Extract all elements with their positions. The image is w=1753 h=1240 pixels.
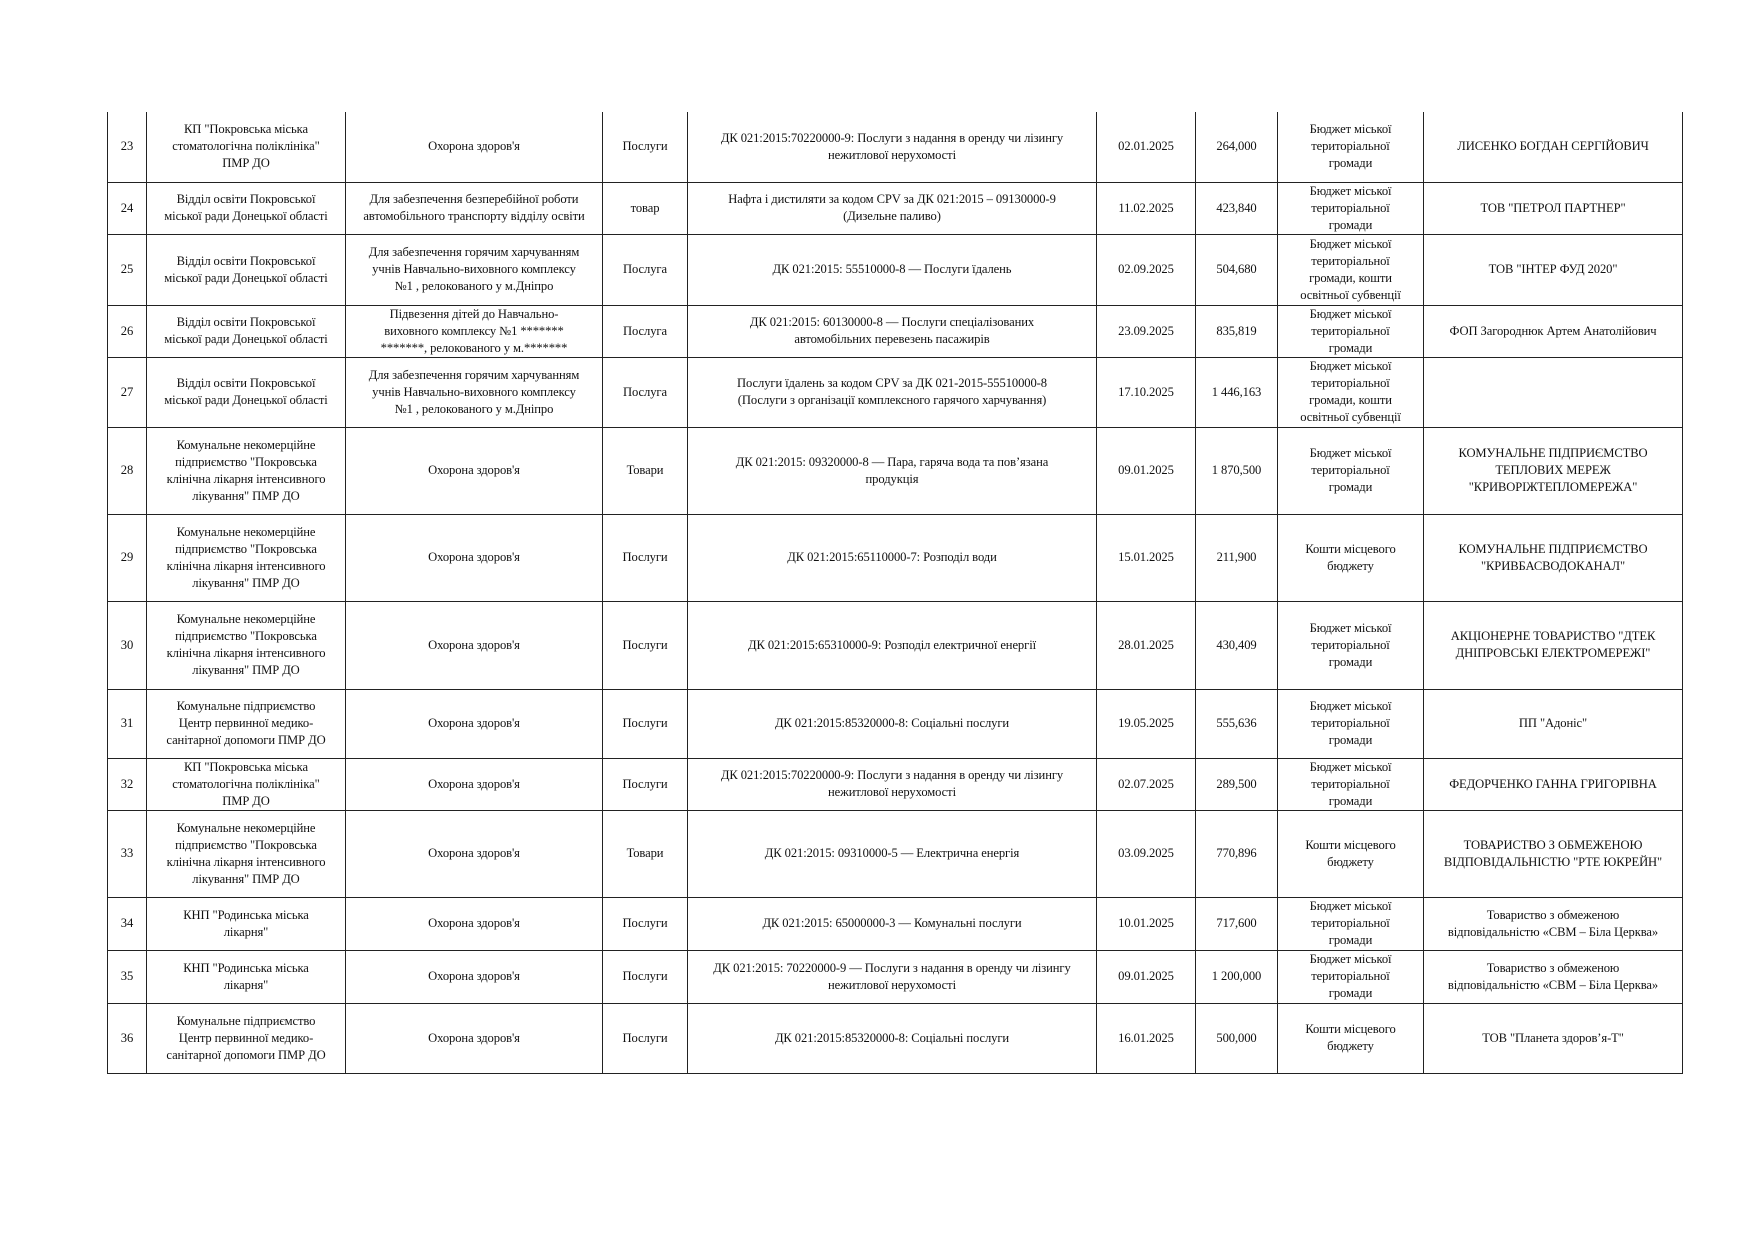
table-row bbox=[108, 305, 1683, 357]
cell-text-amount: 264,000 bbox=[1216, 139, 1257, 154]
cell-text-customer: Комунальне підприємство Центр первинної медико- санітарної допомоги ПМР ДО bbox=[166, 1013, 326, 1062]
cell-subject bbox=[688, 897, 1097, 950]
cell-supplier bbox=[1424, 427, 1683, 514]
cell-supplier bbox=[1424, 601, 1683, 689]
cell-text-subject: ДК 021:2015: 60130000-8 — Послуги спеціалізованих автомобільних перевезень пасажирів bbox=[749, 315, 1035, 346]
table-row bbox=[108, 427, 1683, 514]
cell-subject bbox=[688, 182, 1097, 234]
cell-text-supplier: Товариство з обмеженою відповідальністю «СВМ – Біла Церква» bbox=[1447, 960, 1659, 992]
cell-text-subject: ДК 021:2015:70220000-9: Послуги з надання в оренду чи лізингу нежитлової нерухомості bbox=[720, 130, 1064, 162]
cell-text-source: Бюджет міської територіальної громади bbox=[1309, 699, 1392, 747]
cell-procurement-type bbox=[603, 897, 688, 950]
cell-purpose bbox=[346, 1003, 603, 1073]
cell-number bbox=[108, 357, 147, 427]
cell-text-source: Бюджет міської територіальної громади bbox=[1309, 183, 1392, 232]
cell-date bbox=[1097, 810, 1196, 897]
cell-number bbox=[108, 234, 147, 305]
cell-text-type: товар bbox=[630, 200, 660, 215]
cell-text-subject: Послуги їдалень за кодом CPV за ДК 021-2015-55510000-8 (Послуги з організації комплексного гарячого харчування) bbox=[737, 376, 1047, 407]
cell-text-num: 23 bbox=[120, 139, 134, 154]
cell-supplier bbox=[1424, 112, 1683, 182]
cell-text-amount: 835,819 bbox=[1216, 323, 1257, 338]
cell-text-supplier: ТОВ "ПЕТРОЛ ПАРТНЕР" bbox=[1480, 200, 1626, 215]
table-row bbox=[108, 514, 1683, 601]
cell-funding-source bbox=[1278, 234, 1424, 305]
cell-text-type: Послуги bbox=[622, 550, 668, 564]
cell-text-source: Бюджет міської територіальної громади, кошти освітньої субвенції bbox=[1300, 359, 1401, 424]
table-row bbox=[108, 689, 1683, 758]
cell-text-purpose: Охорона здоров'я bbox=[428, 1030, 520, 1045]
cell-text-type: Послуги bbox=[622, 969, 668, 983]
cell-text-amount: 1 200,000 bbox=[1211, 969, 1262, 983]
cell-text-type: Послуги bbox=[622, 716, 668, 730]
cell-purpose bbox=[346, 810, 603, 897]
cell-subject bbox=[688, 357, 1097, 427]
cell-date bbox=[1097, 758, 1196, 810]
cell-amount bbox=[1196, 601, 1278, 689]
cell-text-customer: Відділ освіти Покровської міської ради Донецької області bbox=[164, 192, 328, 223]
cell-text-num: 34 bbox=[120, 916, 134, 930]
cell-customer bbox=[147, 950, 346, 1003]
cell-text-supplier: Товариство з обмеженою відповідальністю «СВМ – Біла Церква» bbox=[1447, 907, 1659, 939]
cell-number bbox=[108, 1003, 147, 1073]
cell-text-customer: Комунальне некомерційне підприємство "Покровська клінічна лікарня інтенсивного лікування" ПМР ДО bbox=[166, 524, 326, 590]
table-row bbox=[108, 758, 1683, 810]
cell-procurement-type bbox=[603, 357, 688, 427]
cell-text-customer: КНП "Родинська міська лікарня" bbox=[183, 960, 309, 992]
cell-customer bbox=[147, 182, 346, 234]
cell-amount bbox=[1196, 758, 1278, 810]
cell-purpose bbox=[346, 601, 603, 689]
cell-text-subject: ДК 021:2015: 55510000-8 — Послуги їдалень bbox=[772, 262, 1012, 276]
cell-subject bbox=[688, 601, 1097, 689]
cell-text-subject: ДК 021:2015: 70220000-9 — Послуги з надання в оренду чи лізингу нежитлової нерухомості bbox=[713, 960, 1071, 992]
cell-text-customer: Комунальне некомерційне підприємство "Покровська клінічна лікарня інтенсивного лікування" ПМР ДО bbox=[166, 820, 326, 886]
cell-text-date: 28.01.2025 bbox=[1118, 637, 1174, 652]
cell-text-source: Бюджет міської територіальної громади bbox=[1309, 899, 1392, 947]
cell-text-purpose: Охорона здоров'я bbox=[428, 969, 520, 983]
cell-purpose bbox=[346, 305, 603, 357]
cell-date bbox=[1097, 112, 1196, 182]
cell-text-subject: ДК 021:2015:85320000-8: Соціальні послуги bbox=[774, 716, 1010, 730]
cell-text-purpose: Охорона здоров'я bbox=[428, 637, 520, 652]
cell-text-source: Бюджет міської територіальної громади bbox=[1309, 306, 1392, 355]
cell-procurement-type bbox=[603, 182, 688, 234]
cell-text-source: Кошти місцевого бюджету bbox=[1305, 837, 1396, 869]
cell-funding-source bbox=[1278, 601, 1424, 689]
cell-text-num: 32 bbox=[120, 776, 134, 791]
cell-procurement-type bbox=[603, 689, 688, 758]
cell-customer bbox=[147, 689, 346, 758]
cell-text-date: 02.09.2025 bbox=[1118, 262, 1174, 276]
cell-customer bbox=[147, 1003, 346, 1073]
cell-procurement-type bbox=[603, 305, 688, 357]
cell-customer bbox=[147, 427, 346, 514]
cell-text-type: Послуги bbox=[622, 916, 668, 930]
cell-purpose bbox=[346, 427, 603, 514]
cell-amount bbox=[1196, 427, 1278, 514]
cell-date bbox=[1097, 1003, 1196, 1073]
cell-amount bbox=[1196, 950, 1278, 1003]
cell-text-customer: КП "Покровська міська стоматологічна поліклініка" ПМР ДО bbox=[172, 122, 320, 171]
cell-text-purpose: Охорона здоров'я bbox=[428, 139, 520, 154]
cell-number bbox=[108, 689, 147, 758]
cell-text-amount: 289,500 bbox=[1216, 776, 1257, 791]
cell-procurement-type bbox=[603, 427, 688, 514]
cell-funding-source bbox=[1278, 810, 1424, 897]
cell-number bbox=[108, 897, 147, 950]
cell-text-supplier: ЛИСЕНКО БОГДАН СЕРГІЙОВИЧ bbox=[1457, 139, 1649, 154]
cell-funding-source bbox=[1278, 758, 1424, 810]
cell-procurement-type bbox=[603, 810, 688, 897]
cell-text-subject: ДК 021:2015:85320000-8: Соціальні послуги bbox=[774, 1030, 1010, 1045]
cell-amount bbox=[1196, 897, 1278, 950]
cell-supplier bbox=[1424, 810, 1683, 897]
cell-text-amount: 504,680 bbox=[1216, 262, 1257, 276]
cell-funding-source bbox=[1278, 427, 1424, 514]
cell-text-date: 09.01.2025 bbox=[1118, 969, 1174, 983]
cell-text-subject: ДК 021:2015: 65000000-3 — Комунальні послуги bbox=[762, 916, 1022, 930]
cell-text-purpose: Охорона здоров'я bbox=[428, 846, 520, 860]
cell-text-num: 33 bbox=[120, 846, 134, 860]
cell-customer bbox=[147, 514, 346, 601]
cell-text-type: Товари bbox=[626, 846, 664, 860]
cell-subject bbox=[688, 305, 1097, 357]
cell-text-date: 02.07.2025 bbox=[1118, 776, 1174, 791]
cell-text-num: 28 bbox=[120, 463, 134, 477]
cell-text-amount: 1 870,500 bbox=[1211, 463, 1262, 477]
cell-text-num: 36 bbox=[120, 1030, 134, 1045]
cell-text-supplier: ФОП Загороднюк Артем Анатолійович bbox=[1449, 323, 1657, 338]
cell-text-date: 23.09.2025 bbox=[1118, 323, 1174, 338]
cell-subject bbox=[688, 950, 1097, 1003]
cell-text-purpose: Охорона здоров'я bbox=[428, 776, 520, 791]
cell-date bbox=[1097, 182, 1196, 234]
cell-text-type: Послуга bbox=[623, 384, 667, 399]
cell-customer bbox=[147, 357, 346, 427]
cell-number bbox=[108, 950, 147, 1003]
cell-text-type: Послуги bbox=[622, 1030, 668, 1045]
cell-subject bbox=[688, 112, 1097, 182]
cell-purpose bbox=[346, 112, 603, 182]
cell-supplier bbox=[1424, 758, 1683, 810]
cell-amount bbox=[1196, 234, 1278, 305]
cell-date bbox=[1097, 950, 1196, 1003]
cell-supplier bbox=[1424, 234, 1683, 305]
table-row bbox=[108, 810, 1683, 897]
cell-customer bbox=[147, 897, 346, 950]
cell-subject bbox=[688, 514, 1097, 601]
procurement-table bbox=[107, 112, 1683, 1074]
cell-number bbox=[108, 758, 147, 810]
cell-amount bbox=[1196, 305, 1278, 357]
cell-customer bbox=[147, 234, 346, 305]
cell-amount bbox=[1196, 357, 1278, 427]
cell-number bbox=[108, 112, 147, 182]
cell-amount bbox=[1196, 1003, 1278, 1073]
cell-text-source: Бюджет міської територіальної громади bbox=[1309, 122, 1392, 171]
table-row bbox=[108, 357, 1683, 427]
cell-text-customer: Комунальне підприємство Центр первинної медико- санітарної допомоги ПМР ДО bbox=[166, 699, 326, 747]
cell-date bbox=[1097, 897, 1196, 950]
cell-text-source: Кошти місцевого бюджету bbox=[1305, 541, 1396, 573]
cell-text-date: 10.01.2025 bbox=[1118, 916, 1174, 930]
cell-purpose bbox=[346, 357, 603, 427]
cell-customer bbox=[147, 758, 346, 810]
cell-purpose bbox=[346, 758, 603, 810]
cell-text-subject: ДК 021:2015: 09320000-8 — Пара, гаряча вода та пов’язана продукція bbox=[735, 454, 1049, 486]
cell-amount bbox=[1196, 112, 1278, 182]
cell-supplier bbox=[1424, 357, 1683, 427]
cell-number bbox=[108, 810, 147, 897]
table-row bbox=[108, 601, 1683, 689]
cell-subject bbox=[688, 758, 1097, 810]
cell-purpose bbox=[346, 514, 603, 601]
cell-text-num: 30 bbox=[120, 637, 134, 652]
cell-number bbox=[108, 601, 147, 689]
cell-text-source: Кошти місцевого бюджету bbox=[1305, 1022, 1396, 1053]
cell-customer bbox=[147, 305, 346, 357]
table-body bbox=[108, 112, 1683, 1073]
cell-text-purpose: Охорона здоров'я bbox=[428, 916, 520, 930]
cell-text-supplier: ФЕДОРЧЕНКО ГАННА ГРИГОРІВНА bbox=[1449, 776, 1657, 791]
cell-text-purpose: Охорона здоров'я bbox=[428, 716, 520, 730]
table-row bbox=[108, 1003, 1683, 1073]
cell-customer bbox=[147, 112, 346, 182]
cell-text-amount: 770,896 bbox=[1216, 846, 1257, 860]
cell-text-customer: Комунальне некомерційне підприємство "Покровська клінічна лікарня інтенсивного лікування" ПМР ДО bbox=[166, 437, 326, 503]
cell-funding-source bbox=[1278, 897, 1424, 950]
cell-text-customer: КНП "Родинська міська лікарня" bbox=[183, 907, 309, 939]
cell-number bbox=[108, 514, 147, 601]
cell-text-type: Послуги bbox=[622, 776, 668, 791]
cell-text-supplier: АКЦІОНЕРНЕ ТОВАРИСТВО "ДТЕК ДНІПРОВСЬКІ ЕЛЕКТРОМЕРЕЖІ" bbox=[1450, 629, 1656, 660]
cell-funding-source bbox=[1278, 305, 1424, 357]
cell-text-date: 09.01.2025 bbox=[1118, 463, 1174, 477]
cell-purpose bbox=[346, 897, 603, 950]
cell-text-supplier: ПП "Адоніс" bbox=[1518, 716, 1588, 730]
cell-supplier bbox=[1424, 182, 1683, 234]
cell-text-date: 17.10.2025 bbox=[1118, 384, 1174, 399]
cell-text-purpose: Підвезення дітей до Навчально- виховного комплексу №1 ******* *******, релокованого у м.******* bbox=[380, 306, 568, 355]
cell-date bbox=[1097, 427, 1196, 514]
cell-text-customer: Комунальне некомерційне підприємство "Покровська клінічна лікарня інтенсивного лікування" ПМР ДО bbox=[166, 612, 326, 677]
cell-supplier bbox=[1424, 514, 1683, 601]
cell-text-amount: 555,636 bbox=[1216, 716, 1257, 730]
cell-text-purpose: Для забезпечення горячим харчуванням учнів Навчально-виховного комплексу №1 , релокованого у м.Дніпро bbox=[368, 245, 580, 293]
cell-supplier bbox=[1424, 305, 1683, 357]
cell-subject bbox=[688, 1003, 1097, 1073]
cell-text-type: Послуги bbox=[622, 637, 668, 652]
cell-text-num: 24 bbox=[120, 200, 134, 215]
cell-number bbox=[108, 305, 147, 357]
cell-text-subject: ДК 021:2015:65310000-9: Розподіл електричної енергії bbox=[747, 637, 1036, 652]
cell-funding-source bbox=[1278, 689, 1424, 758]
cell-text-type: Послуга bbox=[623, 323, 667, 338]
cell-text-subject: ДК 021:2015: 09310000-5 — Електрична енергія bbox=[764, 846, 1020, 860]
cell-date bbox=[1097, 234, 1196, 305]
cell-text-purpose: Для забезпечення горячим харчуванням учнів Навчально-виховного комплексу №1 , релокованого у м.Дніпро bbox=[368, 367, 580, 416]
cell-text-num: 26 bbox=[120, 323, 134, 338]
cell-customer bbox=[147, 601, 346, 689]
cell-date bbox=[1097, 305, 1196, 357]
cell-funding-source bbox=[1278, 357, 1424, 427]
cell-purpose bbox=[346, 234, 603, 305]
cell-text-num: 27 bbox=[120, 384, 134, 399]
cell-text-customer: Відділ освіти Покровської міської ради Донецької області bbox=[164, 315, 328, 346]
cell-funding-source bbox=[1278, 112, 1424, 182]
cell-procurement-type bbox=[603, 514, 688, 601]
cell-text-date: 02.01.2025 bbox=[1118, 139, 1174, 154]
cell-text-num: 31 bbox=[120, 716, 134, 730]
cell-procurement-type bbox=[603, 234, 688, 305]
cell-date bbox=[1097, 357, 1196, 427]
cell-text-subject: ДК 021:2015:65110000-7: Розподіл води bbox=[787, 550, 997, 564]
cell-text-type: Товари bbox=[626, 463, 664, 477]
cell-funding-source bbox=[1278, 950, 1424, 1003]
cell-customer bbox=[147, 810, 346, 897]
cell-text-date: 03.09.2025 bbox=[1118, 846, 1174, 860]
cell-purpose bbox=[346, 182, 603, 234]
cell-purpose bbox=[346, 689, 603, 758]
cell-text-source: Бюджет міської територіальної громади bbox=[1309, 620, 1392, 669]
cell-text-supplier: ТОВ "Планета здоров’я-Т" bbox=[1482, 1030, 1624, 1045]
cell-text-supplier: КОМУНАЛЬНЕ ПІДПРИЄМСТВО ТЕПЛОВИХ МЕРЕЖ "КРИВОРІЖТЕПЛОМЕРЕЖА" bbox=[1458, 446, 1648, 494]
cell-procurement-type bbox=[603, 950, 688, 1003]
cell-text-amount: 211,900 bbox=[1216, 550, 1257, 564]
cell-supplier bbox=[1424, 1003, 1683, 1073]
cell-text-amount: 423,840 bbox=[1216, 200, 1257, 215]
cell-supplier bbox=[1424, 950, 1683, 1003]
cell-procurement-type bbox=[603, 1003, 688, 1073]
cell-date bbox=[1097, 601, 1196, 689]
cell-subject bbox=[688, 689, 1097, 758]
cell-funding-source bbox=[1278, 1003, 1424, 1073]
cell-text-num: 29 bbox=[120, 550, 134, 564]
cell-procurement-type bbox=[603, 112, 688, 182]
table-row bbox=[108, 112, 1683, 182]
cell-amount bbox=[1196, 182, 1278, 234]
table-row bbox=[108, 182, 1683, 234]
cell-text-date: 19.05.2025 bbox=[1118, 716, 1174, 730]
cell-text-source: Бюджет міської територіальної громади, кошти освітньої субвенції bbox=[1300, 236, 1401, 302]
cell-date bbox=[1097, 514, 1196, 601]
cell-text-purpose: Охорона здоров'я bbox=[428, 550, 520, 564]
cell-text-date: 11.02.2025 bbox=[1118, 200, 1174, 215]
cell-text-source: Бюджет міської територіальної громади bbox=[1309, 446, 1392, 494]
cell-text-date: 16.01.2025 bbox=[1118, 1030, 1174, 1045]
cell-amount bbox=[1196, 689, 1278, 758]
cell-text-num: 25 bbox=[120, 262, 134, 276]
cell-text-num: 35 bbox=[120, 969, 134, 983]
cell-text-amount: 717,600 bbox=[1216, 916, 1257, 930]
cell-funding-source bbox=[1278, 514, 1424, 601]
cell-number bbox=[108, 427, 147, 514]
cell-text-type: Послуга bbox=[623, 262, 667, 276]
cell-text-supplier: КОМУНАЛЬНЕ ПІДПРИЄМСТВО "КРИВБАСВОДОКАНАЛ" bbox=[1458, 541, 1648, 573]
table-row bbox=[108, 234, 1683, 305]
cell-text-amount: 1 446,163 bbox=[1211, 384, 1262, 399]
cell-text-date: 15.01.2025 bbox=[1118, 550, 1174, 564]
table-row bbox=[108, 897, 1683, 950]
cell-text-subject: ДК 021:2015:70220000-9: Послуги з надання в оренду чи лізингу нежитлової нерухомості bbox=[720, 768, 1064, 799]
cell-subject bbox=[688, 234, 1097, 305]
cell-text-amount: 500,000 bbox=[1216, 1030, 1257, 1045]
cell-procurement-type bbox=[603, 601, 688, 689]
cell-text-customer: Відділ освіти Покровської міської ради Донецької області bbox=[164, 253, 328, 285]
table-row bbox=[108, 950, 1683, 1003]
cell-text-subject: Нафта і дистиляти за кодом CPV за ДК 021:2015 – 09130000-9 (Дизельне паливо) bbox=[728, 192, 1056, 223]
cell-text-supplier: ТОВАРИСТВО З ОБМЕЖЕНОЮ ВІДПОВІДАЛЬНІСТЮ "РТЕ ЮКРЕЙН" bbox=[1443, 837, 1663, 869]
cell-text-supplier: ТОВ "ІНТЕР ФУД 2020" bbox=[1488, 262, 1618, 276]
cell-purpose bbox=[346, 950, 603, 1003]
cell-subject bbox=[688, 427, 1097, 514]
cell-text-source: Бюджет міської територіальної громади bbox=[1309, 759, 1392, 808]
cell-amount bbox=[1196, 514, 1278, 601]
cell-supplier bbox=[1424, 897, 1683, 950]
cell-supplier bbox=[1424, 689, 1683, 758]
cell-date bbox=[1097, 689, 1196, 758]
cell-text-source: Бюджет міської територіальної громади bbox=[1309, 952, 1392, 1000]
cell-amount bbox=[1196, 810, 1278, 897]
cell-text-purpose: Охорона здоров'я bbox=[428, 463, 520, 477]
cell-text-customer: КП "Покровська міська стоматологічна поліклініка" ПМР ДО bbox=[172, 759, 320, 808]
cell-funding-source bbox=[1278, 182, 1424, 234]
cell-text-purpose: Для забезпечення безперебійної роботи автомобільного транспорту відділу освіти bbox=[363, 192, 585, 223]
cell-text-amount: 430,409 bbox=[1216, 637, 1257, 652]
cell-number bbox=[108, 182, 147, 234]
cell-procurement-type bbox=[603, 758, 688, 810]
cell-text-customer: Відділ освіти Покровської міської ради Донецької області bbox=[164, 376, 328, 407]
cell-text-type: Послуги bbox=[622, 139, 668, 154]
cell-subject bbox=[688, 810, 1097, 897]
